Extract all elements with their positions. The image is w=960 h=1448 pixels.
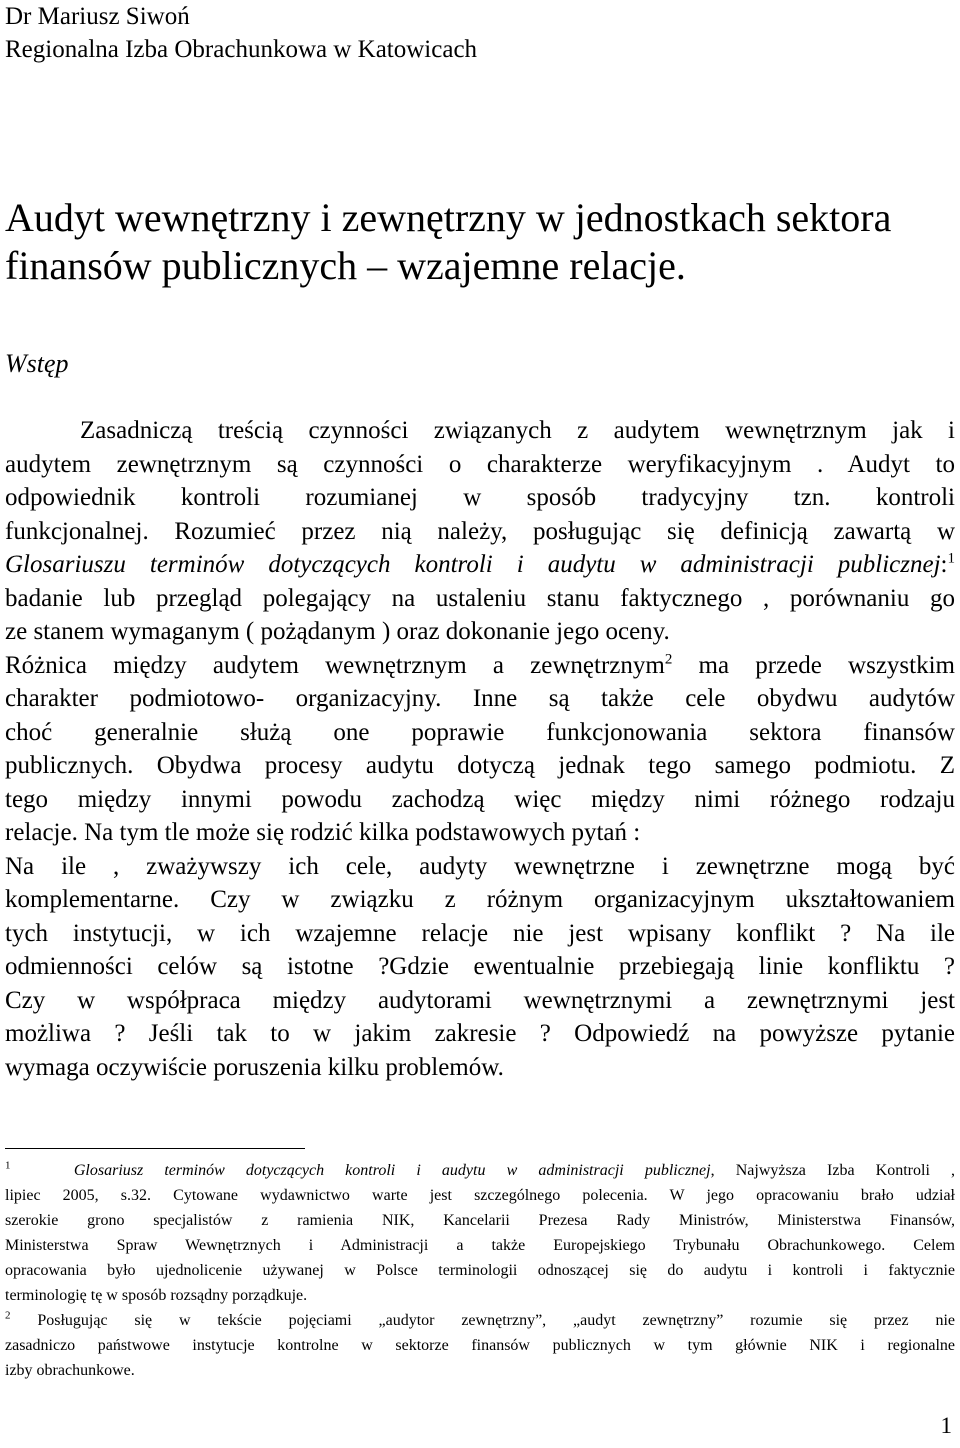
document-title bbox=[5, 194, 955, 290]
body-line: badanie lub przegląd polegający na ustaleniu stanu faktycznego , porównaniu go bbox=[5, 584, 955, 612]
author-institution: Regionalna Izba Obrachunkowa w Katowicach bbox=[5, 36, 478, 63]
section-heading: Wstęp bbox=[5, 349, 69, 378]
author-block bbox=[5, 0, 477, 66]
footnote-mark-1: 1 bbox=[5, 1159, 11, 1172]
body-line: Zasadniczą treścią czynności związanych z audytem wewnętrznym jak i bbox=[80, 417, 955, 444]
body-line: Czy w współpraca między audytorami wewnętrznymi a zewnętrznymi jest bbox=[5, 986, 955, 1014]
body-text: ma przede wszystkim bbox=[672, 651, 955, 679]
body-text: Różnica między audytem wewnętrznym a zewnętrznym bbox=[5, 651, 665, 679]
colon: : bbox=[940, 551, 948, 578]
body-paragraph bbox=[5, 414, 955, 1084]
title-line-2: finansów publicznych – wzajemne relacje. bbox=[5, 243, 686, 288]
footnote-mark-2: 2 bbox=[5, 1309, 11, 1322]
body-line: audytem zewnętrznym są czynności o charakterze weryfikacyjnym . Audyt to bbox=[5, 450, 955, 478]
body-line: tego między innymi powodu zachodzą więc między nimi różnego rodzaju bbox=[5, 785, 955, 813]
body-line: ze stanem wymaganym ( pożądanym ) oraz dokonanie jego oceny. bbox=[5, 618, 670, 645]
footnotes bbox=[5, 1158, 955, 1383]
footnote-line: szerokie grono specjalistów z ramienia NIK, Kancelarii Prezesa Rady Ministrów, Ministerstwa Finansów, bbox=[5, 1212, 955, 1229]
body-line: możliwa ? Jeśli tak to w jakim zakresie ? Odpowiedź na powyższe pytanie bbox=[5, 1020, 955, 1047]
footnote-line bbox=[5, 1308, 955, 1333]
footnote-line bbox=[5, 1158, 955, 1183]
body-line: Na ile , zważywszy ich cele, audyty wewnętrzne i zewnętrzne mogą być bbox=[5, 852, 955, 880]
footnote-line: terminologię tę w sposób rozsądny porządkuje. bbox=[5, 1287, 308, 1304]
footnote-line: zasadniczo państwowe instytucje kontrolne w sektorze finansów publicznych w tym głównie NIK i regionalne bbox=[5, 1337, 955, 1354]
glossary-title: Glosariuszu terminów dotyczących kontroli i audytu w administracji publicznej bbox=[5, 551, 941, 578]
footnote-ref-1: 1 bbox=[947, 550, 955, 567]
footnote-glossary-title: Glosariusz terminów dotyczących kontroli i audytu w administracji publicznej bbox=[73, 1162, 711, 1179]
footnote-line: opracowania było ujednolicenie używanej w Polsce terminologii odnoszącej się do audytu i kontroli i faktycznie bbox=[5, 1262, 955, 1279]
body-line: charakter podmiotowo- organizacyjny. Inne są także cele obydwu audytów bbox=[5, 685, 955, 712]
body-line bbox=[5, 548, 955, 582]
body-line: publicznych. Obydwa procesy audytu dotyczą jednak tego samego podmiotu. Z bbox=[5, 752, 955, 779]
body-line: relacje. Na tym tle może się rodzić kilka podstawowych pytań : bbox=[5, 819, 641, 846]
body-line: choć generalnie służą one poprawie funkcjonowania sektora finansów bbox=[5, 718, 955, 746]
title-line-1: Audyt wewnętrzny i zewnętrzny w jednostkach sektora bbox=[5, 195, 892, 240]
footnote-separator bbox=[5, 1148, 305, 1149]
body-line: funkcjonalnej. Rozumieć przez nią należy, posługując się definicją zawartą w bbox=[5, 517, 955, 545]
author-name: Dr Mariusz Siwoń bbox=[5, 3, 190, 30]
body-line: odmienności celów są istotne ?Gdzie ewentualnie przebiegają linie konfliktu ? bbox=[5, 953, 955, 980]
footnote-ref-2: 2 bbox=[664, 651, 673, 668]
body-line: odpowiednik kontroli rozumianej w sposób tradycyjny tzn. kontroli bbox=[5, 484, 955, 511]
body-line: komplementarne. Czy w związku z różnym organizacyjnym ukształtowaniem bbox=[5, 886, 955, 913]
footnote-text: , Najwyższa Izba Kontroli , bbox=[710, 1162, 956, 1179]
page-number: 1 bbox=[940, 1413, 952, 1438]
footnote-text: Posługując się w tekście pojęciami „audytor zewnętrzny”, „audyt zewnętrzny” rozumie się przez nie bbox=[10, 1312, 955, 1329]
footnote-line: lipiec 2005, s.32. Cytowane wydawnictwo warte jest szczególnego polecenia. W jego opracowaniu brało udział bbox=[5, 1187, 955, 1204]
footnote-line: Ministerstwa Spraw Wewnętrznych i Administracji a także Europejskiego Trybunału Obrachunkowego. Celem bbox=[5, 1237, 955, 1254]
body-line: wymaga oczywiście poruszenia kilku problemów. bbox=[5, 1053, 504, 1081]
footnote-line: izby obrachunkowe. bbox=[5, 1362, 135, 1379]
body-line: tych instytucji, w ich wzajemne relacje nie jest wpisany konflikt ? Na ile bbox=[5, 919, 955, 947]
body-line bbox=[5, 649, 955, 683]
